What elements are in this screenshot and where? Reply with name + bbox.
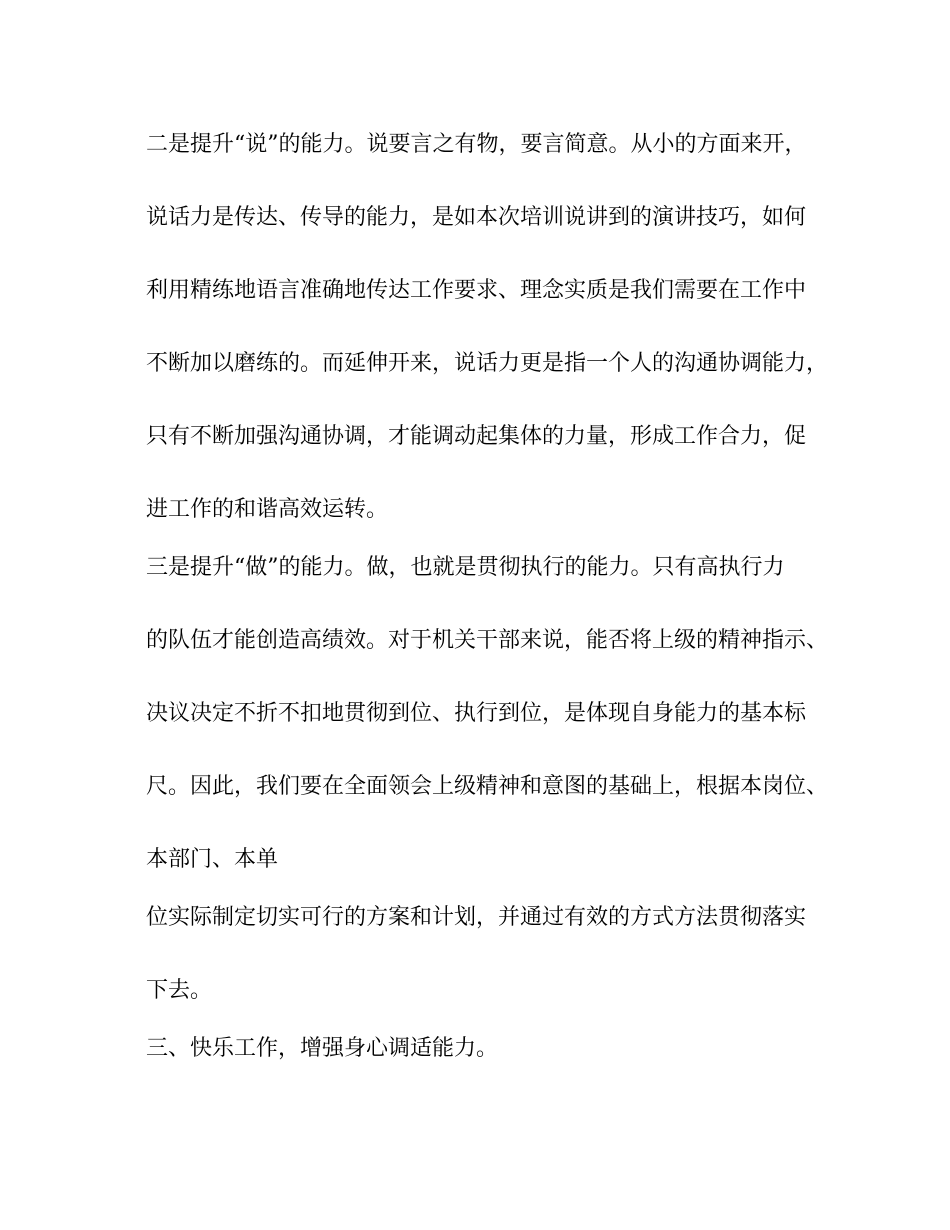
text-line: 位实际制定切实可行的方案和计划，并通过有效的方式方法贯彻落实 xyxy=(146,905,807,930)
text-line: 三、快乐工作，增强身心调适能力。 xyxy=(146,1036,499,1061)
text-line: 的队伍才能创造高绩效。对于机关干部来说，能否将上级的精神指示、 xyxy=(146,628,829,653)
text-line: 下去。 xyxy=(146,978,213,1003)
text-line: 进工作的和谐高效运转。 xyxy=(146,497,389,522)
text-line: 本部门、本单 xyxy=(146,847,279,872)
text-line: 只有不断加强沟通协调，才能调动起集体的力量，形成工作合力，促 xyxy=(146,424,807,449)
text-line: 决议决定不折不扣地贯彻到位、执行到位，是体现自身能力的基本标 xyxy=(146,701,807,726)
text-line: 二是提升“说”的能力。说要言之有物，要言简意。从小的方面来开， xyxy=(146,132,807,157)
text-line: 三是提升“做”的能力。做，也就是贯彻执行的能力。只有高执行力 xyxy=(146,555,785,580)
text-line: 尺。因此，我们要在全面领会上级精神和意图的基础上，根据本岗位、 xyxy=(146,774,829,799)
text-line: 说话力是传达、传导的能力，是如本次培训说讲到的演讲技巧，如何 xyxy=(146,205,807,230)
text-line: 利用精练地语言准确地传达工作要求、理念实质是我们需要在工作中 xyxy=(146,278,807,303)
text-line: 不断加以磨练的。而延伸开来，说话力更是指一个人的沟通协调能力， xyxy=(146,351,829,376)
